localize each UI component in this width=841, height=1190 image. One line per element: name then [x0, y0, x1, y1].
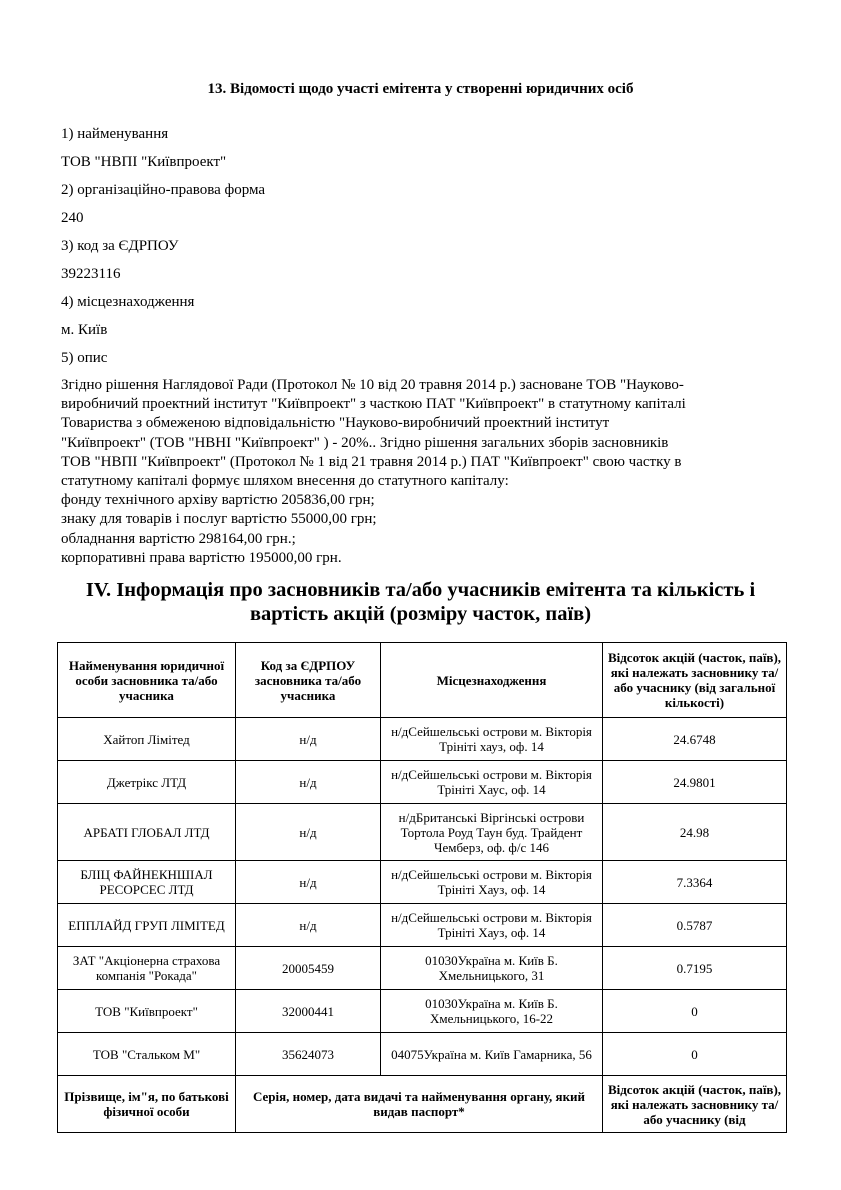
location-cell: н/дБританські Віргінські острови Тортола Роуд Таун буд. Трайдент Чемберз, оф. ф/с 146: [381, 804, 603, 861]
field-location-value: м. Київ: [61, 322, 108, 338]
description-line: Згідно рішення Наглядової Ради (Протокол № 10 від 20 травня 2014 р.) засноване ТОВ "Науково-: [61, 377, 684, 393]
edrpou-cell: н/д: [236, 904, 381, 947]
founders-table: [57, 642, 787, 1133]
header-share-percent: Відсоток акцій (часток, паїв), які належать засновнику та/або учаснику (від загальної кількості): [603, 643, 787, 718]
location-cell: н/дСейшельські острови м. Вікторія Трініті Хауз, оф. 14: [381, 861, 603, 904]
founder-name-cell: ЕППЛАЙД ГРУП ЛІМІТЕД: [58, 904, 236, 947]
description-line: Товариства з обмеженою відповідальністю "Науково-виробничий проектний інститут: [61, 415, 610, 432]
table-row: [58, 990, 787, 1033]
header-founder-name: Найменування юридичної особи засновника та/або учасника: [58, 643, 236, 718]
table-row: [58, 904, 787, 947]
table-row: [58, 804, 787, 861]
table-subheader-row: [58, 1076, 787, 1133]
edrpou-cell: н/д: [236, 804, 381, 861]
edrpou-cell: н/д: [236, 761, 381, 804]
share-cell: 0: [603, 990, 787, 1033]
table-row: [58, 718, 787, 761]
section-4-title-line-1: IV. Інформація про засновників та/або учасників емітента та кількість і: [85, 579, 756, 601]
description-line: знаку для товарів і послуг вартістю 55000,00 грн;: [61, 511, 377, 528]
founder-name-cell: АРБАТІ ГЛОБАЛ ЛТД: [58, 804, 236, 861]
description-line: ТОВ "НВПІ "Київпроект" (Протокол № 1 від 21 травня 2014 р.) ПАТ "Київпроект" свою частку в: [61, 453, 682, 470]
field-description-label: 5) опис: [61, 350, 108, 366]
edrpou-cell: 35624073: [236, 1033, 381, 1076]
field-edrpou-value: 39223116: [61, 266, 121, 282]
field-edrpou-label: 3) код за ЄДРПОУ: [61, 238, 179, 254]
section-4-title: [0, 578, 841, 626]
founder-name-cell: ЗАТ "Акціонерна страхова компанія "Рокада": [58, 947, 236, 990]
description-line: виробничий проектний інститут "Київпроект" з часткою ПАТ "Київпроект" в статутному капіталі: [61, 396, 686, 413]
table-header-row: [58, 643, 787, 718]
field-legal-form-label: 2) організаційно-правова форма: [61, 182, 266, 198]
field-legal-form-value: 240: [61, 210, 84, 226]
description-line: "Київпроект" (ТОВ "НВНІ "Київпроект" ) - 20%.. Згідно рішення загальних зборів засновників: [61, 434, 669, 451]
header-passport-details: Серія, номер, дата видачі та найменування органу, який видав паспорт*: [236, 1076, 603, 1133]
founder-name-cell: ТОВ "Стальком М": [58, 1033, 236, 1076]
header-edrpou-code: Код за ЄДРПОУ засновника та/або учасника: [236, 643, 381, 718]
table-row: [58, 1033, 787, 1076]
founder-name-cell: Джетрікс ЛТД: [58, 761, 236, 804]
edrpou-cell: н/д: [236, 718, 381, 761]
edrpou-cell: 32000441: [236, 990, 381, 1033]
founder-name-cell: Хайтоп Лімітед: [58, 718, 236, 761]
field-name-value: ТОВ "НВПІ "Київпроект": [61, 154, 227, 170]
edrpou-cell: н/д: [236, 861, 381, 904]
field-location-label: 4) місцезнаходження: [61, 294, 195, 310]
share-cell: 24.9801: [603, 761, 787, 804]
location-cell: н/дСейшельські острови м. Вікторія Трініті Хаус, оф. 14: [381, 761, 603, 804]
table-row: [58, 861, 787, 904]
share-cell: 0: [603, 1033, 787, 1076]
description-line: статутному капіталі формує шляхом внесення до статутного капіталу:: [61, 473, 509, 490]
location-cell: 04075Україна м. Київ Гамарника, 56: [381, 1033, 603, 1076]
founder-name-cell: ТОВ "Київпроект": [58, 990, 236, 1033]
share-cell: 24.6748: [603, 718, 787, 761]
edrpou-cell: 20005459: [236, 947, 381, 990]
section-4-title-line-2: вартість акцій (розміру часток, паїв): [249, 603, 592, 625]
description-text: [61, 376, 781, 568]
description-line: корпоративні права вартістю 195000,00 грн.: [61, 549, 342, 566]
location-cell: н/дСейшельські острови м. Вікторія Трініті Хауз, оф. 14: [381, 904, 603, 947]
header-location: Місцезнаходження: [381, 643, 603, 718]
share-cell: 7.3364: [603, 861, 787, 904]
location-cell: 01030Україна м. Київ Б. Хмельницького, 31: [381, 947, 603, 990]
share-cell: 24.98: [603, 804, 787, 861]
share-cell: 0.5787: [603, 904, 787, 947]
location-cell: н/дСейшельські острови м. Вікторія Трініті хауз, оф. 14: [381, 718, 603, 761]
section-13-title: 13. Відомості щодо участі емітента у створенні юридичних осіб: [207, 81, 634, 97]
location-cell: 01030Україна м. Київ Б. Хмельницького, 16-22: [381, 990, 603, 1033]
header-person-name: Прізвище, ім"я, по батькові фізичної особи: [58, 1076, 236, 1133]
founder-name-cell: БЛІЦ ФАЙНЕКНШІАЛ РЕСОРСЕС ЛТД: [58, 861, 236, 904]
description-line: обладнання вартістю 298164,00 грн.;: [61, 530, 296, 547]
table-row: [58, 761, 787, 804]
header-person-share-percent: Відсоток акцій (часток, паїв), які належать засновнику та/або учаснику (від: [603, 1076, 787, 1133]
share-cell: 0.7195: [603, 947, 787, 990]
description-line: фонду технічного архіву вартістю 205836,00 грн;: [61, 492, 375, 509]
field-name-label: 1) найменування: [61, 126, 169, 142]
table-row: [58, 947, 787, 990]
